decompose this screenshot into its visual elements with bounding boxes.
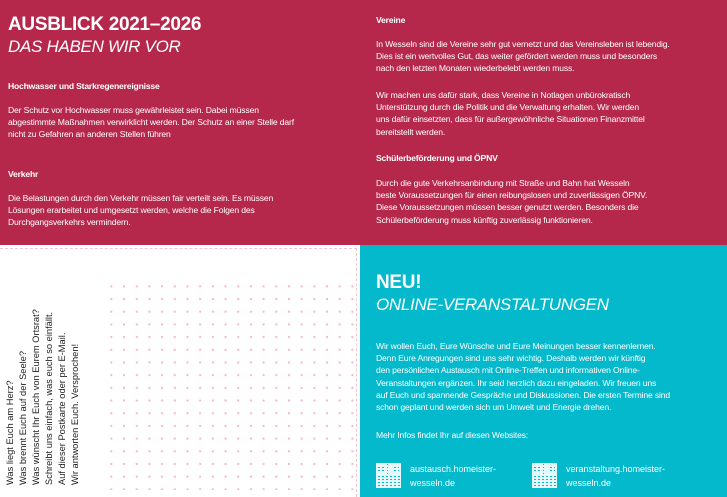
section-text: In Wesseln sind die Vereine sehr gut vernetzt und das Vereinsleben ist lebendig. Dies ist ein wertvolles Gut, das weiter gefördert werden muss und besonders nach den letzten Monaten wiederbelebt werden muss. [376,39,670,74]
section-text: Die Belastungen durch den Verkehr müssen fair verteilt sein. Es müssen Lösungen erarbeitet und umgesetzt werden, welche die Folgen des Durchgangsverkehrs vermindern. [8,193,274,228]
section-text: Der Schutz vor Hochwasser muss gewährleistet sein. Dabei müssen abgestimmte Maßnahmen verwirklicht werden. Der Schutz an einer Stelle darf nicht zu Gefahren an anderen Stellen führen [8,105,294,140]
online-subtitle: ONLINE-VERANSTALTUNGEN [376,295,609,314]
qr-code-icon[interactable] [532,463,557,488]
link-veranstaltung[interactable]: veranstaltung.homeister- wesseln.de [566,464,666,488]
writing-dot-grid [105,280,355,490]
link-austausch[interactable]: austausch.homeister- wesseln.de [410,464,497,488]
online-text: Wir wollen Euch, Eure Wünsche und Eure Meinungen besser kennenlernen. Denn Eure Anregungen sind uns sehr wichtig. Deshalb werden wir künftig den persönlichen Austausch mit Online-Treffen und informativen Online- Veranstaltungen ergänzen. Ihr seid herzlich dazu eingeladen. Wir freuen uns auf Euch und spannende Gespräche und Diskussionen. Die ersten Termine sind schon geplant und werden sich um Umwelt und Energie drehen. [376,341,671,413]
section-heading: Hochwasser und Starkregenereignisse [8,81,160,91]
program-title: AUSBLICK 2021–2026 [8,14,202,35]
section-text: Wir machen uns dafür stark, dass Vereine in Notlagen unbürokratisch Unterstützung durch die Politik und die Verwaltung erhalten. Wir werden uns dafür einsetzten, dass für außergewöhnliche Situationen Finanzmittel bereitstellt werden. [376,90,645,137]
online-title: NEU! [376,272,422,293]
postcard-border-right [356,248,357,497]
section-text: Durch die gute Verkehrsanbindung mit Straße und Bahn hat Wesseln beste Voraussetzungen für einen reibungslosen und zuverlässigen ÖPNV. Diese Voraussetzungen müssen besser genutzt werden. Besonders die Schülerbeförderung muss künftig zuverlässig funktionieren. [376,178,648,225]
section-heading: Schülerbeförderung und ÖPNV [376,153,498,163]
program-subtitle: DAS HABEN WIR VOR [8,37,181,56]
section-heading: Verkehr [8,169,39,179]
postcard-prompt: Was liegt Euch am Herz? Was brennt Euch auf der Seele? Was wünscht Ihr Euch von Eurem Ortsrat? Schreibt uns einfach, was euch so einfällt. Auf dieser Postkarte oder per E-Mail. Wir antworten Euch. Versprochen! [5,309,80,485]
section-heading: Vereine [376,15,406,25]
qr-code-icon[interactable] [376,463,401,488]
more-info-text: Mehr Infos findet Ihr auf diesen Websites: [376,430,529,440]
